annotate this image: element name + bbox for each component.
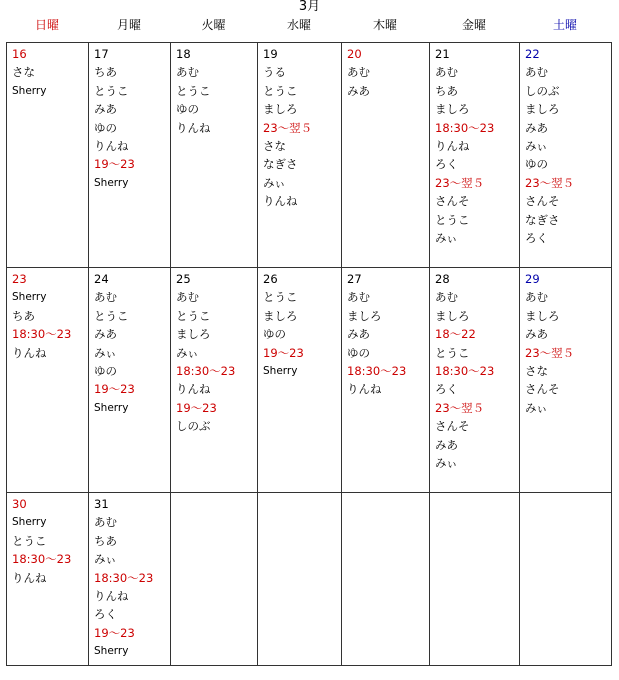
staff-name: さんそ [435, 194, 470, 209]
staff-name: さな [12, 65, 35, 80]
staff-name: あむ [176, 65, 199, 80]
staff-name: Sherry [94, 401, 129, 414]
staff-name: みあ [525, 120, 548, 135]
day-cell [171, 43, 258, 268]
staff-name: みぃ [94, 552, 117, 567]
staff-name: ましろ [263, 308, 298, 323]
staff-name: ゆの [263, 327, 286, 342]
staff-name: あむ [435, 65, 458, 80]
staff-name: Sherry [12, 291, 47, 304]
staff-name: ゆの [176, 102, 199, 117]
staff-name: さな [525, 364, 548, 379]
time-slot: 18:30～23 [94, 570, 154, 585]
staff-name: とうこ [435, 345, 470, 360]
weekday-header: 日曜 [34, 18, 59, 32]
staff-name: みあ [347, 83, 370, 98]
day-cell [7, 43, 89, 268]
day-number: 17 [94, 47, 109, 61]
staff-name: りんね [176, 382, 211, 397]
day-cell [171, 493, 258, 666]
week-row [7, 493, 612, 666]
time-slot: 19～23 [94, 625, 135, 640]
staff-name: ゆの [94, 120, 117, 135]
month-title: 3月 [298, 0, 321, 14]
staff-name: みぃ [525, 139, 548, 154]
day-cell [430, 43, 520, 268]
staff-name: あむ [94, 290, 117, 305]
staff-name: りんね [12, 570, 47, 585]
day-cell [89, 268, 171, 493]
staff-name: ましろ [347, 308, 382, 323]
day-cell [342, 268, 430, 493]
time-slot: 18:30～23 [12, 327, 72, 342]
staff-name: あむ [525, 65, 548, 80]
day-cell [7, 268, 89, 493]
weekday-header: 金曜 [461, 18, 486, 32]
staff-name: ろく [435, 157, 458, 172]
staff-name: さんそ [525, 194, 560, 209]
staff-name: なぎさ [263, 157, 298, 172]
staff-name: ちあ [12, 308, 35, 323]
staff-name: みあ [94, 327, 117, 342]
staff-name: あむ [347, 290, 370, 305]
day-cell [7, 493, 89, 666]
day-number: 30 [12, 497, 27, 511]
staff-name: みぃ [263, 175, 286, 190]
day-number: 31 [94, 497, 109, 511]
calendar-grid [6, 42, 612, 666]
staff-name: みあ [525, 327, 548, 342]
staff-name: りんね [176, 120, 211, 135]
staff-name: Sherry [94, 176, 129, 189]
time-slot: 23～翌５ [525, 175, 575, 190]
staff-name: とうこ [12, 533, 47, 548]
staff-name: みぃ [176, 345, 199, 360]
time-slot: 18:30～23 [435, 120, 495, 135]
staff-name: Sherry [263, 365, 298, 378]
staff-name: ゆの [94, 364, 117, 379]
staff-name: うる [263, 65, 286, 80]
staff-name: みぃ [525, 400, 548, 415]
staff-name: ましろ [435, 308, 470, 323]
weekday-header: 土曜 [552, 18, 577, 32]
week-row [7, 43, 612, 268]
day-cell [89, 43, 171, 268]
time-slot: 19～23 [94, 157, 135, 172]
day-cell [430, 268, 520, 493]
staff-name: ちあ [94, 533, 117, 548]
time-slot: 19～23 [176, 400, 217, 415]
time-slot: 23～翌５ [263, 120, 313, 135]
day-cell [520, 43, 612, 268]
staff-name: あむ [525, 290, 548, 305]
day-cell [258, 268, 342, 493]
staff-name: りんね [347, 382, 382, 397]
day-number: 16 [12, 47, 27, 61]
staff-name: みあ [94, 102, 117, 117]
staff-name: ましろ [435, 102, 470, 117]
time-slot: 18:30～23 [347, 364, 407, 379]
staff-name: なぎさ [525, 212, 560, 227]
staff-name: さんそ [435, 419, 470, 434]
staff-name: しのぶ [525, 83, 560, 98]
day-number: 23 [12, 272, 27, 286]
day-number: 24 [94, 272, 109, 286]
staff-name: ましろ [525, 102, 560, 117]
time-slot: 23～翌５ [435, 175, 485, 190]
staff-name: みぃ [94, 345, 117, 360]
staff-name: みぃ [435, 456, 458, 471]
time-slot: 19～23 [263, 345, 304, 360]
staff-name: みあ [435, 437, 458, 452]
staff-name: あむ [176, 290, 199, 305]
staff-name: とうこ [435, 212, 470, 227]
staff-name: あむ [435, 290, 458, 305]
staff-name: Sherry [94, 645, 129, 658]
day-number: 18 [176, 47, 191, 61]
staff-name: あむ [94, 515, 117, 530]
day-cell [520, 268, 612, 493]
staff-name: りんね [435, 139, 470, 154]
staff-name: ろく [435, 382, 458, 397]
staff-name: ましろ [176, 327, 211, 342]
day-cell [171, 268, 258, 493]
staff-name: ましろ [263, 102, 298, 117]
staff-name: ちあ [435, 83, 458, 98]
time-slot: 18:30～23 [12, 552, 72, 567]
day-cell [258, 43, 342, 268]
weekday-header: 木曜 [372, 18, 397, 32]
staff-name: とうこ [176, 308, 211, 323]
staff-name: Sherry [12, 84, 47, 97]
staff-name: さな [263, 139, 286, 154]
staff-name: とうこ [94, 308, 129, 323]
staff-name: さんそ [525, 382, 560, 397]
time-slot: 23～翌５ [525, 345, 575, 360]
day-number: 19 [263, 47, 278, 61]
day-number: 25 [176, 272, 191, 286]
staff-name: しのぶ [176, 419, 211, 434]
staff-name: Sherry [12, 516, 47, 529]
staff-name: ちあ [94, 65, 117, 80]
staff-name: とうこ [94, 83, 129, 98]
staff-name: りんね [94, 589, 129, 604]
day-cell [89, 493, 171, 666]
staff-name: ろく [525, 231, 548, 246]
day-cell [258, 493, 342, 666]
week-row [7, 268, 612, 493]
time-slot: 23～翌５ [435, 400, 485, 415]
staff-name: ろく [94, 607, 117, 622]
time-slot: 18～22 [435, 327, 476, 342]
staff-name: とうこ [263, 290, 298, 305]
day-number: 28 [435, 272, 450, 286]
day-number: 27 [347, 272, 362, 286]
day-number: 22 [525, 47, 540, 61]
time-slot: 19～23 [94, 382, 135, 397]
day-number: 26 [263, 272, 278, 286]
day-number: 29 [525, 272, 540, 286]
day-cell [342, 493, 430, 666]
staff-name: ましろ [525, 308, 560, 323]
staff-name: りんね [263, 194, 298, 209]
staff-name: ゆの [525, 157, 548, 172]
staff-name: ゆの [347, 345, 370, 360]
day-cell [430, 493, 520, 666]
day-cell [342, 43, 430, 268]
weekday-header: 水曜 [286, 18, 311, 32]
staff-name: とうこ [176, 83, 211, 98]
staff-name: あむ [347, 65, 370, 80]
staff-name: みぃ [435, 231, 458, 246]
time-slot: 18:30～23 [176, 364, 236, 379]
day-cell [520, 493, 612, 666]
time-slot: 18:30～23 [435, 364, 495, 379]
staff-name: りんね [12, 345, 47, 360]
weekday-header: 火曜 [201, 18, 226, 32]
day-number: 20 [347, 47, 362, 61]
day-number: 21 [435, 47, 450, 61]
staff-name: とうこ [263, 83, 298, 98]
weekday-header: 月曜 [116, 18, 141, 32]
staff-name: りんね [94, 139, 129, 154]
staff-name: みあ [347, 327, 370, 342]
